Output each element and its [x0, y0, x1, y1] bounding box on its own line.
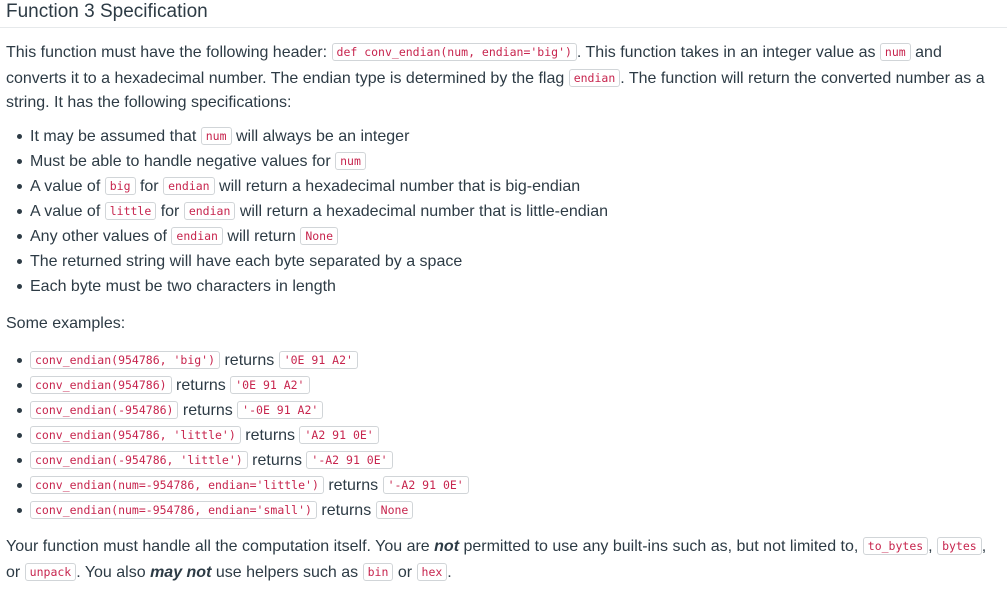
example-result-code: 'A2 91 0E' [299, 426, 378, 444]
intro-text: This function must have the following header: [6, 44, 332, 61]
spec-text: for [135, 178, 164, 195]
example-call-code: conv_endian(num=-954786, endian='small') [30, 501, 317, 519]
inline-code: num [201, 127, 232, 145]
example-result-code: '0E 91 A2' [230, 376, 309, 394]
restrictions-paragraph [6, 534, 1004, 585]
spec-item [0, 249, 1000, 274]
example-item [0, 423, 1000, 448]
outro-text: , or [6, 538, 987, 581]
example-item [0, 373, 1000, 398]
outro-text: use helpers such as [211, 563, 363, 581]
inline-code: little [105, 202, 157, 220]
page-title: Function 3 Specification [6, 1, 208, 22]
example-returns-text: returns [178, 402, 238, 419]
builtin-bytes-code: bytes [937, 537, 982, 555]
spec-text: It may be assumed that [30, 128, 201, 145]
example-returns-text: returns [323, 477, 383, 494]
spec-item [0, 274, 1000, 299]
builtin-unpack-code: unpack [25, 563, 77, 581]
emphasis-not [434, 538, 459, 555]
title-divider [0, 27, 1007, 28]
example-item [0, 448, 1000, 473]
inline-code: endian [171, 227, 223, 245]
inline-code: endian [184, 202, 236, 220]
example-result-code: '-A2 91 0E' [306, 451, 392, 469]
inline-code: big [105, 177, 136, 195]
outro-text: or [393, 563, 417, 581]
spec-item [0, 174, 1000, 199]
spec-text: will return a hexadecimal number that is little-endian [235, 203, 608, 220]
function-header-code: def conv_endian(num, endian='big') [332, 43, 577, 61]
spec-text: for [156, 203, 184, 220]
helper-bin-code: bin [363, 563, 394, 581]
example-returns-text: returns [171, 377, 231, 394]
spec-text: will always be an integer [231, 128, 410, 145]
spec-text: Any other values of [30, 228, 172, 245]
example-result-code: None [376, 501, 414, 519]
example-result-code: '-A2 91 0E' [383, 476, 469, 494]
outro-text: . You also [76, 563, 151, 581]
example-call-code: conv_endian(954786) [30, 376, 172, 394]
spec-item [0, 124, 1000, 149]
example-call-code: conv_endian(-954786, 'little') [30, 451, 248, 469]
spec-text: will return [222, 228, 301, 245]
emphasis-may-not [150, 564, 211, 581]
builtin-to-bytes-code: to_bytes [863, 537, 928, 555]
example-item [0, 473, 1000, 498]
specification-list [0, 124, 1000, 299]
outro-text: Your function must handle all the computation itself. You are [6, 538, 435, 555]
intro-text: . This function takes in an integer value as [576, 44, 880, 61]
examples-list [0, 348, 1000, 523]
helper-hex-code: hex [417, 563, 448, 581]
param-num-code: num [880, 43, 911, 61]
inline-code: None [300, 227, 338, 245]
example-result-code: '-0E 91 A2' [237, 401, 323, 419]
example-item [0, 348, 1000, 373]
example-call-code: conv_endian(num=-954786, endian='little') [30, 476, 324, 494]
example-item [0, 498, 1000, 523]
spec-text: A value of [30, 178, 105, 195]
spec-text: Must be able to handle negative values for [30, 153, 336, 170]
example-item [0, 398, 1000, 423]
example-returns-text: returns [316, 502, 376, 519]
spec-item [0, 199, 1000, 224]
example-returns-text: returns [220, 352, 279, 369]
emphasis-may-not-text: may not [150, 563, 212, 581]
outro-text: , [928, 538, 938, 555]
spec-text: Each byte must be two characters in length [30, 278, 336, 295]
intro-paragraph [6, 40, 1004, 116]
inline-code: num [335, 152, 366, 170]
example-returns-text: returns [240, 427, 300, 444]
param-endian-code: endian [569, 69, 621, 87]
example-call-code: conv_endian(954786, 'little') [30, 426, 241, 444]
spec-item [0, 149, 1000, 174]
outro-text: . [447, 563, 452, 581]
spec-text: will return a hexadecimal number that is big-endian [214, 178, 581, 195]
outro-text: permitted to use any built-ins such as, but not limited to, [459, 538, 863, 555]
inline-code: endian [163, 177, 215, 195]
spec-item [0, 224, 1000, 249]
intro-text: . The function will return the converted number as a string. It has the following specifications: [6, 69, 985, 111]
example-call-code: conv_endian(-954786) [30, 401, 178, 419]
spec-text: A value of [30, 203, 105, 220]
example-returns-text: returns [247, 452, 307, 469]
example-call-code: conv_endian(954786, 'big') [30, 351, 220, 369]
examples-label: Some examples: [6, 315, 126, 332]
emphasis-not-text: not [434, 538, 460, 555]
example-result-code: '0E 91 A2' [279, 351, 358, 369]
intro-text: and converts it to a hexadecimal number. The endian type is determined by the flag [6, 44, 942, 87]
spec-text: The returned string will have each byte separated by a space [30, 253, 463, 270]
